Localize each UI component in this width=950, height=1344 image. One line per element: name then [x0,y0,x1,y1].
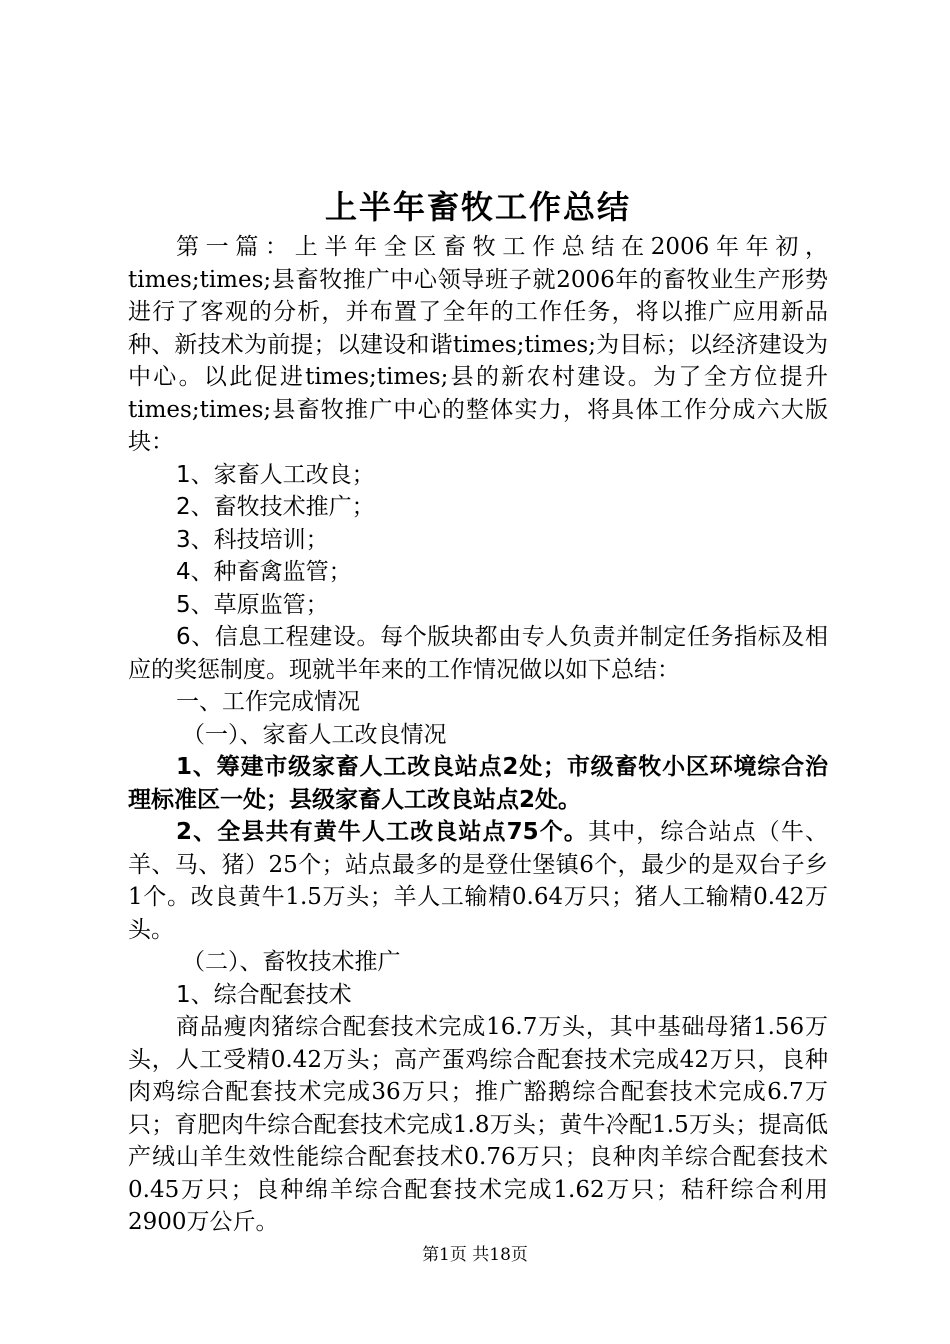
block-item-1: 1、家畜人工改良； [176,461,375,488]
block-item-6-rest: 每个版块都由专人负责并制定任务指标及相应的奖惩制度。现就半年来的工作情况做以如下总结： [128,624,829,683]
block-item-4: 4、种畜禽监管； [176,559,352,585]
subsection-heading-2: （二）、畜牧技术推广 [182,949,401,975]
item-1-paragraph: 1、筹建市级家畜人工改良站点2处；市级畜牧小区环境综合治理标准区一处；县级家畜人工改良站点2处。 [128,754,828,813]
block-item-5: 5、草原监管； [176,591,329,618]
item-2-lead: 2、全县共有黄牛人工改良站点75个。 [176,819,588,845]
document-title: 上半年畜牧工作总结 [324,188,631,226]
item-2-paragraph [128,816,828,946]
block-item-6-paragraph [128,621,828,686]
block-item-3: 3、科技培训； [176,526,329,553]
section-heading-1: 一、工作完成情况 [176,689,360,715]
block-item-2: 2、畜牧技术推广； [176,494,375,520]
page-footer: 第1页 共18页 [422,1245,528,1265]
subsection-heading-1: （一）、家畜人工改良情况 [182,721,447,748]
intro-paragraph: 第一篇：上半年全区畜牧工作总结在2006年年初，times;times;县畜牧推广中心领导班子就2006年的畜牧业生产形势进行了客观的分析，并布置了全年的工作任务，将以推广应用新品种、新技术为前提；以建设和谐times;times;为目标；以经济建设为中心。以此促进times;times;县的新农村建设。为了全方位提升times;times;县畜牧推广中心的整体实力，将具体工作分成六大版块： [128,234,828,455]
document-page [128,185,828,1239]
subsection-2-item-1: 1、综合配套技术 [176,981,352,1008]
block-item-6-lead: 6、信息工程建设。 [176,624,381,650]
item-2-rest: 其中，综合站点（牛、羊、马、猪）25个；站点最多的是登仕堡镇6个，最少的是双台子乡1个。改良黄牛1.5万头；羊人工输精0.64万只；猪人工输精0.42万头。 [128,819,829,943]
technique-paragraph: 商品瘦肉猪综合配套技术完成16.7万头，其中基础母猪1.56万头，人工受精0.42万头；高产蛋鸡综合配套技术完成42万只，良种肉鸡综合配套技术完成36万只；推广豁鹅综合配套技术完成6.7万只；育肥肉牛综合配套技术完成1.8万头；黄牛冷配1.5万头；提高低产绒山羊生效性能综合配套技术0.76万只；良种肉羊综合配套技术0.45万只；良种绵羊综合配套技术完成1.62万只；秸秆综合利用2900万公斤。 [128,1014,828,1235]
